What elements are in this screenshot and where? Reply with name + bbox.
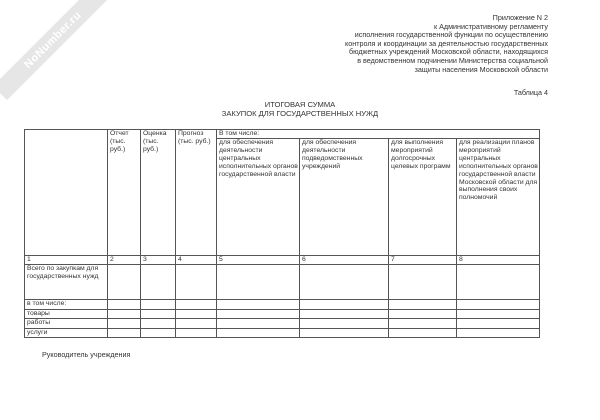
table-cell[interactable] xyxy=(217,319,300,329)
table-cell[interactable] xyxy=(217,309,300,319)
column-number: 5 xyxy=(217,256,300,265)
row-label: товары xyxy=(25,309,108,319)
column-number-row xyxy=(25,256,540,265)
document-title xyxy=(0,100,600,118)
column-number: 2 xyxy=(108,256,141,265)
table-cell[interactable] xyxy=(457,300,540,310)
header-line: к Административному регламенту xyxy=(433,21,548,31)
table-cell[interactable] xyxy=(217,300,300,310)
table-cell[interactable] xyxy=(108,309,141,319)
column-number: 7 xyxy=(389,256,457,265)
table-cell[interactable] xyxy=(217,328,300,338)
table-row xyxy=(25,319,540,329)
table-cell[interactable] xyxy=(389,265,457,300)
table-cell[interactable] xyxy=(457,265,540,300)
column-number: 6 xyxy=(300,256,389,265)
header-line: бюджетных учреждений Московской области, находящихся xyxy=(348,47,548,57)
table-cell[interactable] xyxy=(389,309,457,319)
column-number: 3 xyxy=(141,256,176,265)
header-line: исполнения государственной функции по осуществлению xyxy=(354,30,548,40)
header-line: защиты населения Московской области xyxy=(414,64,548,74)
subheader-subordinate: для обеспечения деятельности подведомственных учреждений xyxy=(300,139,389,256)
procurement-table xyxy=(24,129,540,338)
table-cell[interactable] xyxy=(141,265,176,300)
table-cell[interactable] xyxy=(217,265,300,300)
title-line-1: ИТОГОВАЯ СУММА xyxy=(264,100,336,109)
table-row xyxy=(25,300,540,310)
table-cell[interactable] xyxy=(176,300,217,310)
header-line: контроля и координации за деятельностью государственных xyxy=(345,38,548,48)
table-row xyxy=(25,309,540,319)
table-cell[interactable] xyxy=(457,328,540,338)
subheader-programs: для выполнения мероприятий долгосрочных целевых программ xyxy=(389,139,457,256)
table-label: Таблица 4 xyxy=(513,88,548,97)
table-cell[interactable] xyxy=(300,328,389,338)
row-label: услуги xyxy=(25,328,108,338)
table-cell[interactable] xyxy=(108,300,141,310)
header-cell-empty xyxy=(25,130,108,256)
table-cell[interactable] xyxy=(457,309,540,319)
title-line-2: ЗАКУПОК ДЛЯ ГОСУДАРСТВЕННЫХ НУЖД xyxy=(221,109,379,118)
table-cell[interactable] xyxy=(141,300,176,310)
subheader-central-organs: для обеспечения деятельности центральных исполнительных органов государственной власти xyxy=(217,139,300,256)
table-cell[interactable] xyxy=(141,319,176,329)
table-cell[interactable] xyxy=(300,265,389,300)
row-label: Всего по закупкам для государственных нужд xyxy=(25,265,108,300)
column-number: 1 xyxy=(25,256,108,265)
watermark: NoNumber.ru xyxy=(0,0,113,100)
table-cell[interactable] xyxy=(176,328,217,338)
table-cell[interactable] xyxy=(108,265,141,300)
table-cell[interactable] xyxy=(389,319,457,329)
table-cell[interactable] xyxy=(457,319,540,329)
subheader-plans: для реализации планов мероприятий центральных исполнительных органов государственной власти Московской области для выполнения своих полномочий xyxy=(457,139,540,256)
table-cell[interactable] xyxy=(389,300,457,310)
header-row xyxy=(25,130,540,139)
row-label: в том числе: xyxy=(25,300,108,310)
table-row xyxy=(25,265,540,300)
column-number: 8 xyxy=(457,256,540,265)
table-cell[interactable] xyxy=(300,309,389,319)
table-cell[interactable] xyxy=(389,328,457,338)
table-cell[interactable] xyxy=(300,300,389,310)
table-row xyxy=(25,328,540,338)
column-number: 4 xyxy=(176,256,217,265)
table-cell[interactable] xyxy=(300,319,389,329)
header-forecast: Прогноз (тыс. руб.) xyxy=(176,130,217,256)
signature-label: Руководитель учреждения xyxy=(42,350,131,359)
table-cell[interactable] xyxy=(176,265,217,300)
header-including: В том числе: xyxy=(217,130,540,139)
table-cell[interactable] xyxy=(176,319,217,329)
header-estimate: Оценка (тыс. руб.) xyxy=(141,130,176,256)
header-line: Приложение N 2 xyxy=(492,13,548,22)
row-label: работы xyxy=(25,319,108,329)
header-line: в ведомственном подчинении Министерства социальной xyxy=(357,55,548,65)
table-cell[interactable] xyxy=(141,309,176,319)
table-cell[interactable] xyxy=(108,328,141,338)
table-cell[interactable] xyxy=(176,309,217,319)
table-cell[interactable] xyxy=(141,328,176,338)
table-cell[interactable] xyxy=(108,319,141,329)
header-report: Отчет (тыс. руб.) xyxy=(108,130,141,256)
appendix-header xyxy=(345,14,548,74)
